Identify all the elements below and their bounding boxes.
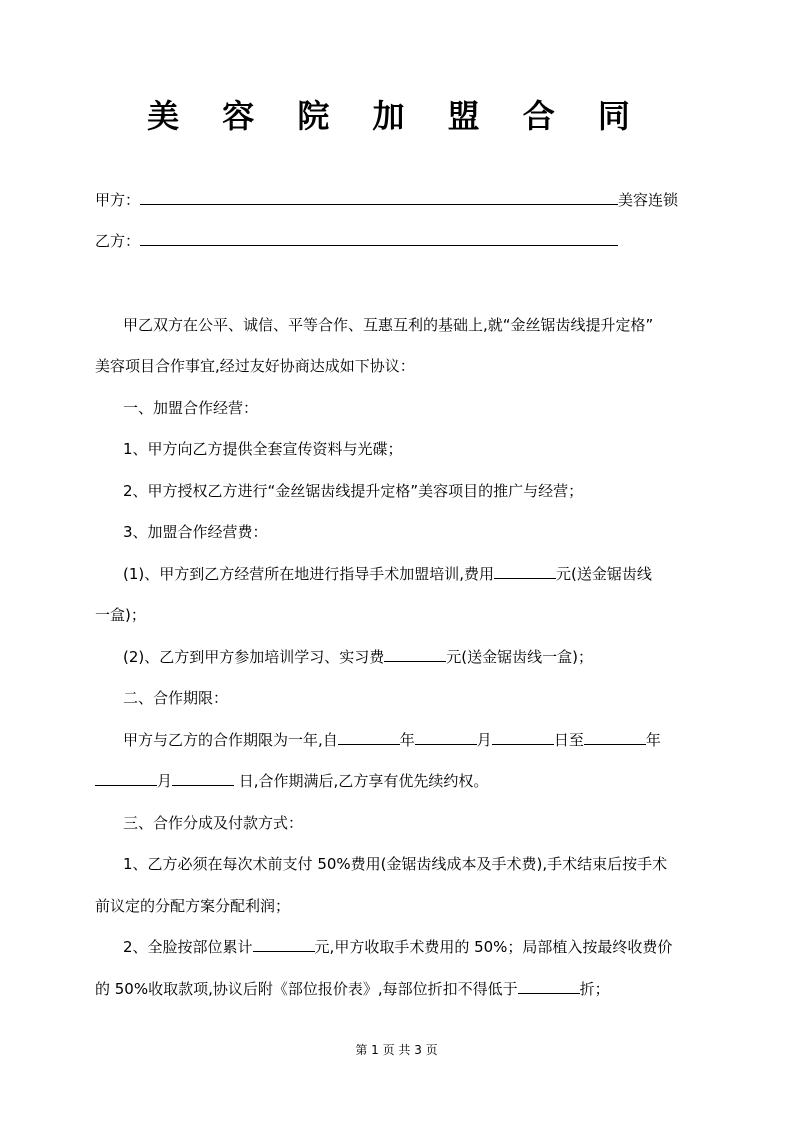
end-month-blank: [95, 771, 157, 786]
party-b-blank: [140, 231, 618, 246]
party-a-line: [95, 189, 678, 211]
term-tail: 日,合作期满后,乙方享有优先续约权。: [234, 772, 489, 790]
party-a-blank: [140, 190, 618, 205]
clause-1-1: 1、甲方向乙方提供全套宣传资料与光碟；: [123, 440, 403, 458]
clause-3-2-a: [123, 936, 672, 958]
clause-3-2-b-text: 的 50%收取款项,协议后附《部位报价表》,每部位折扣不得低于: [95, 980, 518, 998]
discount-blank: [518, 979, 580, 994]
page-footer: 第 1 页 共 3 页: [355, 1043, 438, 1057]
party-a-label: 甲方：: [95, 191, 141, 209]
section-1-heading: 一、加盟合作经营：: [123, 399, 259, 417]
clause-3-2-a-tail: 元,甲方收取手术费用的 50%；局部植入按最终收费价: [314, 938, 673, 956]
term-line-1: [123, 729, 661, 751]
clause-3-1-b: 前议定的分配方案分配利润；: [95, 897, 291, 915]
day-to-label: 日至: [553, 731, 584, 749]
party-b-label: 乙方：: [95, 232, 141, 250]
contract-title: 美 容 院 加 盟 合 同: [147, 97, 646, 135]
section-2-heading: 二、合作期限：: [123, 689, 229, 707]
intro-line-1: 甲乙双方在公平、诚信、平等合作、互惠互利的基础上,就“金丝锯齿线提升定格”: [123, 316, 654, 334]
clause-1-3-b-text: (2)、乙方到甲方参加培训学习、实习费: [123, 648, 385, 666]
end-day-blank: [172, 771, 234, 786]
intro-line-2: 美容项目合作事宜,经过友好协商达成如下协议：: [95, 357, 415, 375]
clause-1-3: 3、加盟合作经营费：: [123, 523, 268, 541]
start-day-blank: [492, 730, 554, 745]
clause-1-3-a: [123, 563, 652, 585]
clause-1-2: 2、甲方授权乙方进行“金丝锯齿线提升定格”美容项目的推广与经营；: [123, 482, 584, 500]
term-line-2: [95, 770, 488, 792]
training-fee-blank: [384, 647, 446, 662]
party-b-line: [95, 230, 618, 252]
month2-label: 月: [157, 772, 173, 790]
fullface-blank: [253, 937, 315, 952]
clause-1-3-a-tail: 元(送金锯齿线: [556, 565, 652, 583]
month-label: 月: [476, 731, 492, 749]
term-text: 甲方与乙方的合作期限为一年,自: [123, 731, 338, 749]
section-3-heading: 三、合作分成及付款方式：: [123, 814, 304, 832]
clause-3-2-b-tail: 折；: [579, 980, 610, 998]
clause-3-2-b: [95, 978, 610, 1000]
clause-1-3-b-tail: 元(送金锯齿线一盒)；: [446, 648, 593, 666]
year2-label: 年: [645, 731, 661, 749]
clause-1-3-a-text: (1)、甲方到乙方经营所在地进行指导手术加盟培训,费用: [123, 565, 495, 583]
clause-3-2-a-text: 2、全脸按部位累计: [123, 938, 253, 956]
clause-1-3-a-cont: 一盒)；: [95, 606, 146, 624]
party-a-suffix: 美容连锁: [618, 191, 679, 209]
start-month-blank: [415, 730, 477, 745]
year-label: 年: [399, 731, 415, 749]
clause-3-1-a: 1、乙方必须在每次术前支付 50%费用(金锯齿线成本及手术费),手术结束后按手术: [123, 855, 668, 873]
fee-blank: [494, 564, 556, 579]
clause-1-3-b: [123, 646, 593, 668]
end-year-blank: [584, 730, 646, 745]
start-year-blank: [338, 730, 400, 745]
